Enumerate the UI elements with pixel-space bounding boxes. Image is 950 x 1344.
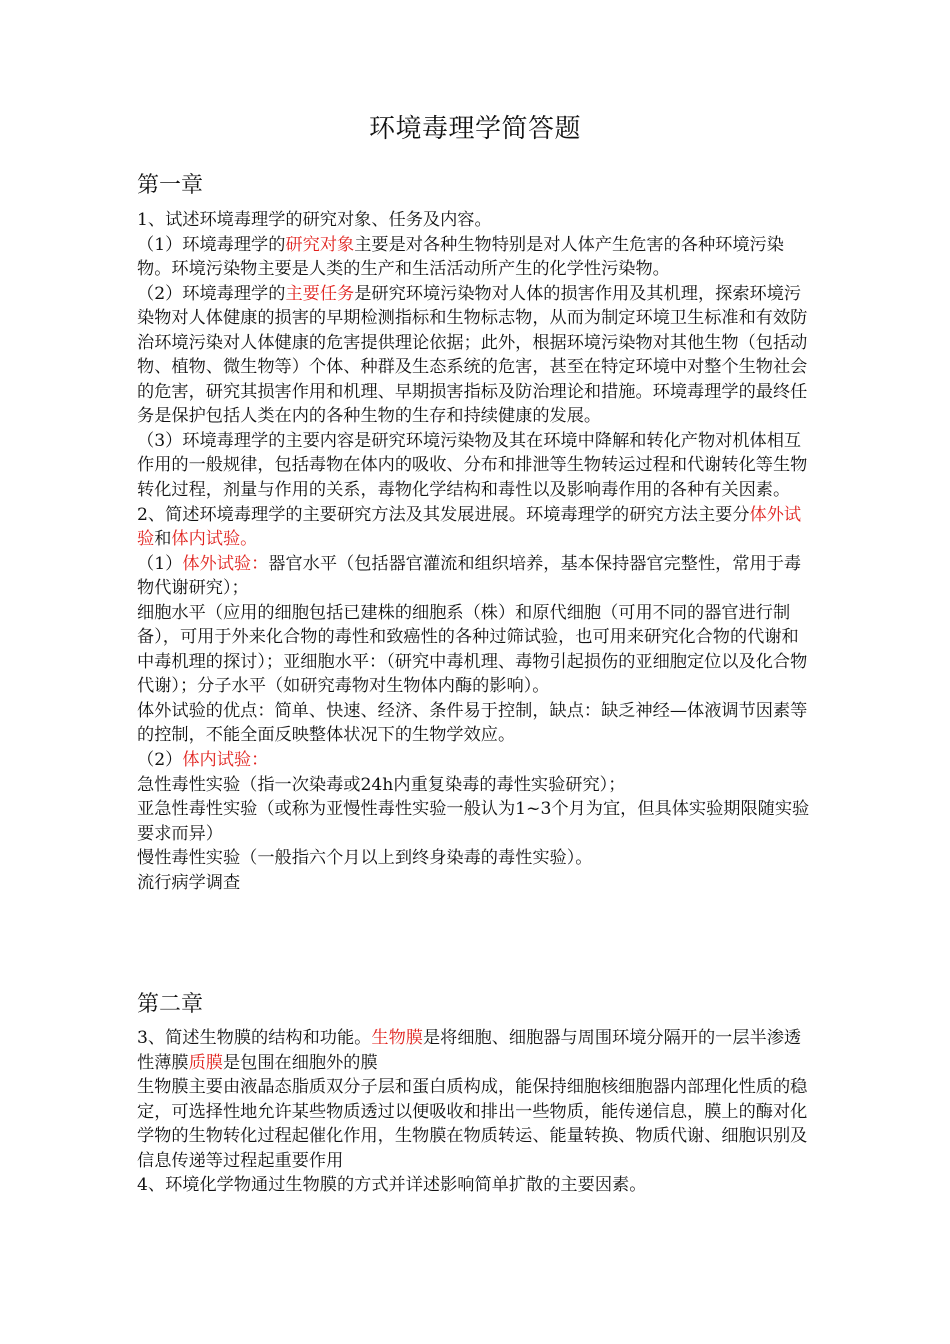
chapter-2-body xyxy=(137,1026,815,1198)
chapter-1-body xyxy=(137,208,815,895)
question-4: 4、环境化学物通过生物膜的方式并详述影响简单扩散的主要因素。 xyxy=(137,1175,647,1196)
chronic-toxicity-text: 慢性毒性实验（一般指六个月以上到终身染毒的毒性实验）。 xyxy=(137,848,593,869)
answer-1-3: （3）环境毒理学的主要内容是研究环境污染物及其在环境中降解和转化产物对机体相互作用的一般规律，包括毒物在体内的吸收、分布和排泄等生物转运过程和代谢转化等生物转化过程，剂量与作用的关系，毒物化学结构和毒性以及影响毒作用的各种有关因素。 xyxy=(137,430,808,501)
answer-prefix: （1）环境毒理学的 xyxy=(137,234,286,255)
question-text: 3、简述生物膜的结构和功能。 xyxy=(137,1028,372,1048)
term-plasma-membrane: 质膜 xyxy=(188,1052,223,1073)
section-prefix: （2） xyxy=(137,750,183,771)
definition-text: 是包围在细胞外的膜 xyxy=(222,1052,378,1073)
subacute-toxicity-text: 亚急性毒性实验（或称为亚慢性毒性实验一般认为1~3个月为宜，但具体实验期限随实验要求而异） xyxy=(137,799,810,844)
term-main-task: 主要任务 xyxy=(285,283,355,304)
term-biomembrane: 生物膜 xyxy=(371,1028,423,1048)
answer-1-2 xyxy=(137,282,815,429)
epidemiology-text: 流行病学调查 xyxy=(137,872,241,893)
section-prefix: （1） xyxy=(137,553,183,574)
in-vivo-label: 体内试验： xyxy=(182,750,269,771)
term-in-vivo: 体内试验 xyxy=(171,529,241,550)
page-title: 环境毒理学简答题 xyxy=(368,114,581,144)
term-in-vitro: 体外试验 xyxy=(137,504,802,550)
organ-level-text: 器官水平（包括器官灌流和组织培养，基本保持器官完整性，常用于毒物代谢研究）； xyxy=(137,553,802,599)
answer-3: 生物膜主要由液晶态脂质双分子层和蛋白质构成，能保持细胞核细胞器内部理化性质的稳定，可选择性地允许某些物质透过以便吸收和排出一些物质，能传递信息，膜上的酶对化学物的生物转化过程起催化作用，生物膜在物质转运、能量转换、物质代谢、细胞识别及信息传递等过程起重要作用 xyxy=(137,1077,808,1171)
question-2 xyxy=(137,503,815,552)
question-1: 1、试述环境毒理学的研究对象、任务及内容。 xyxy=(137,210,492,230)
chapter-2-heading: 第二章 xyxy=(137,992,204,1017)
conjunction: 和 xyxy=(154,529,172,550)
cell-level-text: 细胞水平（应用的细胞包括已建株的细胞系（株）和原代细胞（可用不同的器官进行制备），可用于外来化合物的毒性和致癌性的各种过筛试验，也可用来研究化合物的代谢和中毒机理的探讨）；亚细胞水平：（研究中毒机理、毒物引起损伤的亚细胞定位以及化合物代谢）；分子水平（如研究毒物对生物体内酶的影响）。 xyxy=(137,602,808,697)
period: 。 xyxy=(240,529,258,550)
in-vitro-label: 体外试验： xyxy=(182,553,269,574)
acute-toxicity-text: 急性毒性实验（指一次染毒或24h内重复染毒的毒性实验研究）； xyxy=(137,774,626,795)
answer-text: 主要是对各种生物特别是对人体产生危害的各种环境污染物。环境污染物主要是人类的生产和生活活动所产生的化学性污染物。 xyxy=(137,234,784,280)
answer-prefix: （2）环境毒理学的 xyxy=(137,283,286,304)
term-research-object: 研究对象 xyxy=(285,234,355,255)
definition-text: 是将细胞、细胞器与周围环境分隔开的一层半渗透性薄膜 xyxy=(137,1028,802,1073)
in-vitro-section xyxy=(137,552,815,601)
question-3 xyxy=(137,1026,815,1075)
answer-1-1 xyxy=(137,233,815,282)
pros-cons-text: 体外试验的优点：简单、快速、经济、条件易于控制，缺点：缺乏神经—体液调节因素等的控制，不能全面反映整体状况下的生物学效应。 xyxy=(137,700,808,746)
answer-text: 是研究环境污染物对人体的损害作用及其机理，探索环境污染物对人体健康的损害的早期检测指标和生物标志物，从而为制定环境卫生标准和有效防治环境污染对人体健康的危害提供理论依据；此外，根据环境污染物对其他生物（包括动物、植物、微生物等）个体、种群及生态系统的危害，甚至在特定环境中对整个生物社会的危害，研究其损害作用和机理、早期损害指标及防治理论和措施。环境毒理学的最终任务是保护包括人类在内的各种生物的生存和持续健康的发展。 xyxy=(137,283,808,427)
chapter-1-heading: 第一章 xyxy=(137,173,204,198)
in-vivo-section xyxy=(137,748,815,773)
question-text: 2、简述环境毒理学的主要研究方法及其发展进展。环境毒理学的研究方法主要分 xyxy=(137,504,750,525)
